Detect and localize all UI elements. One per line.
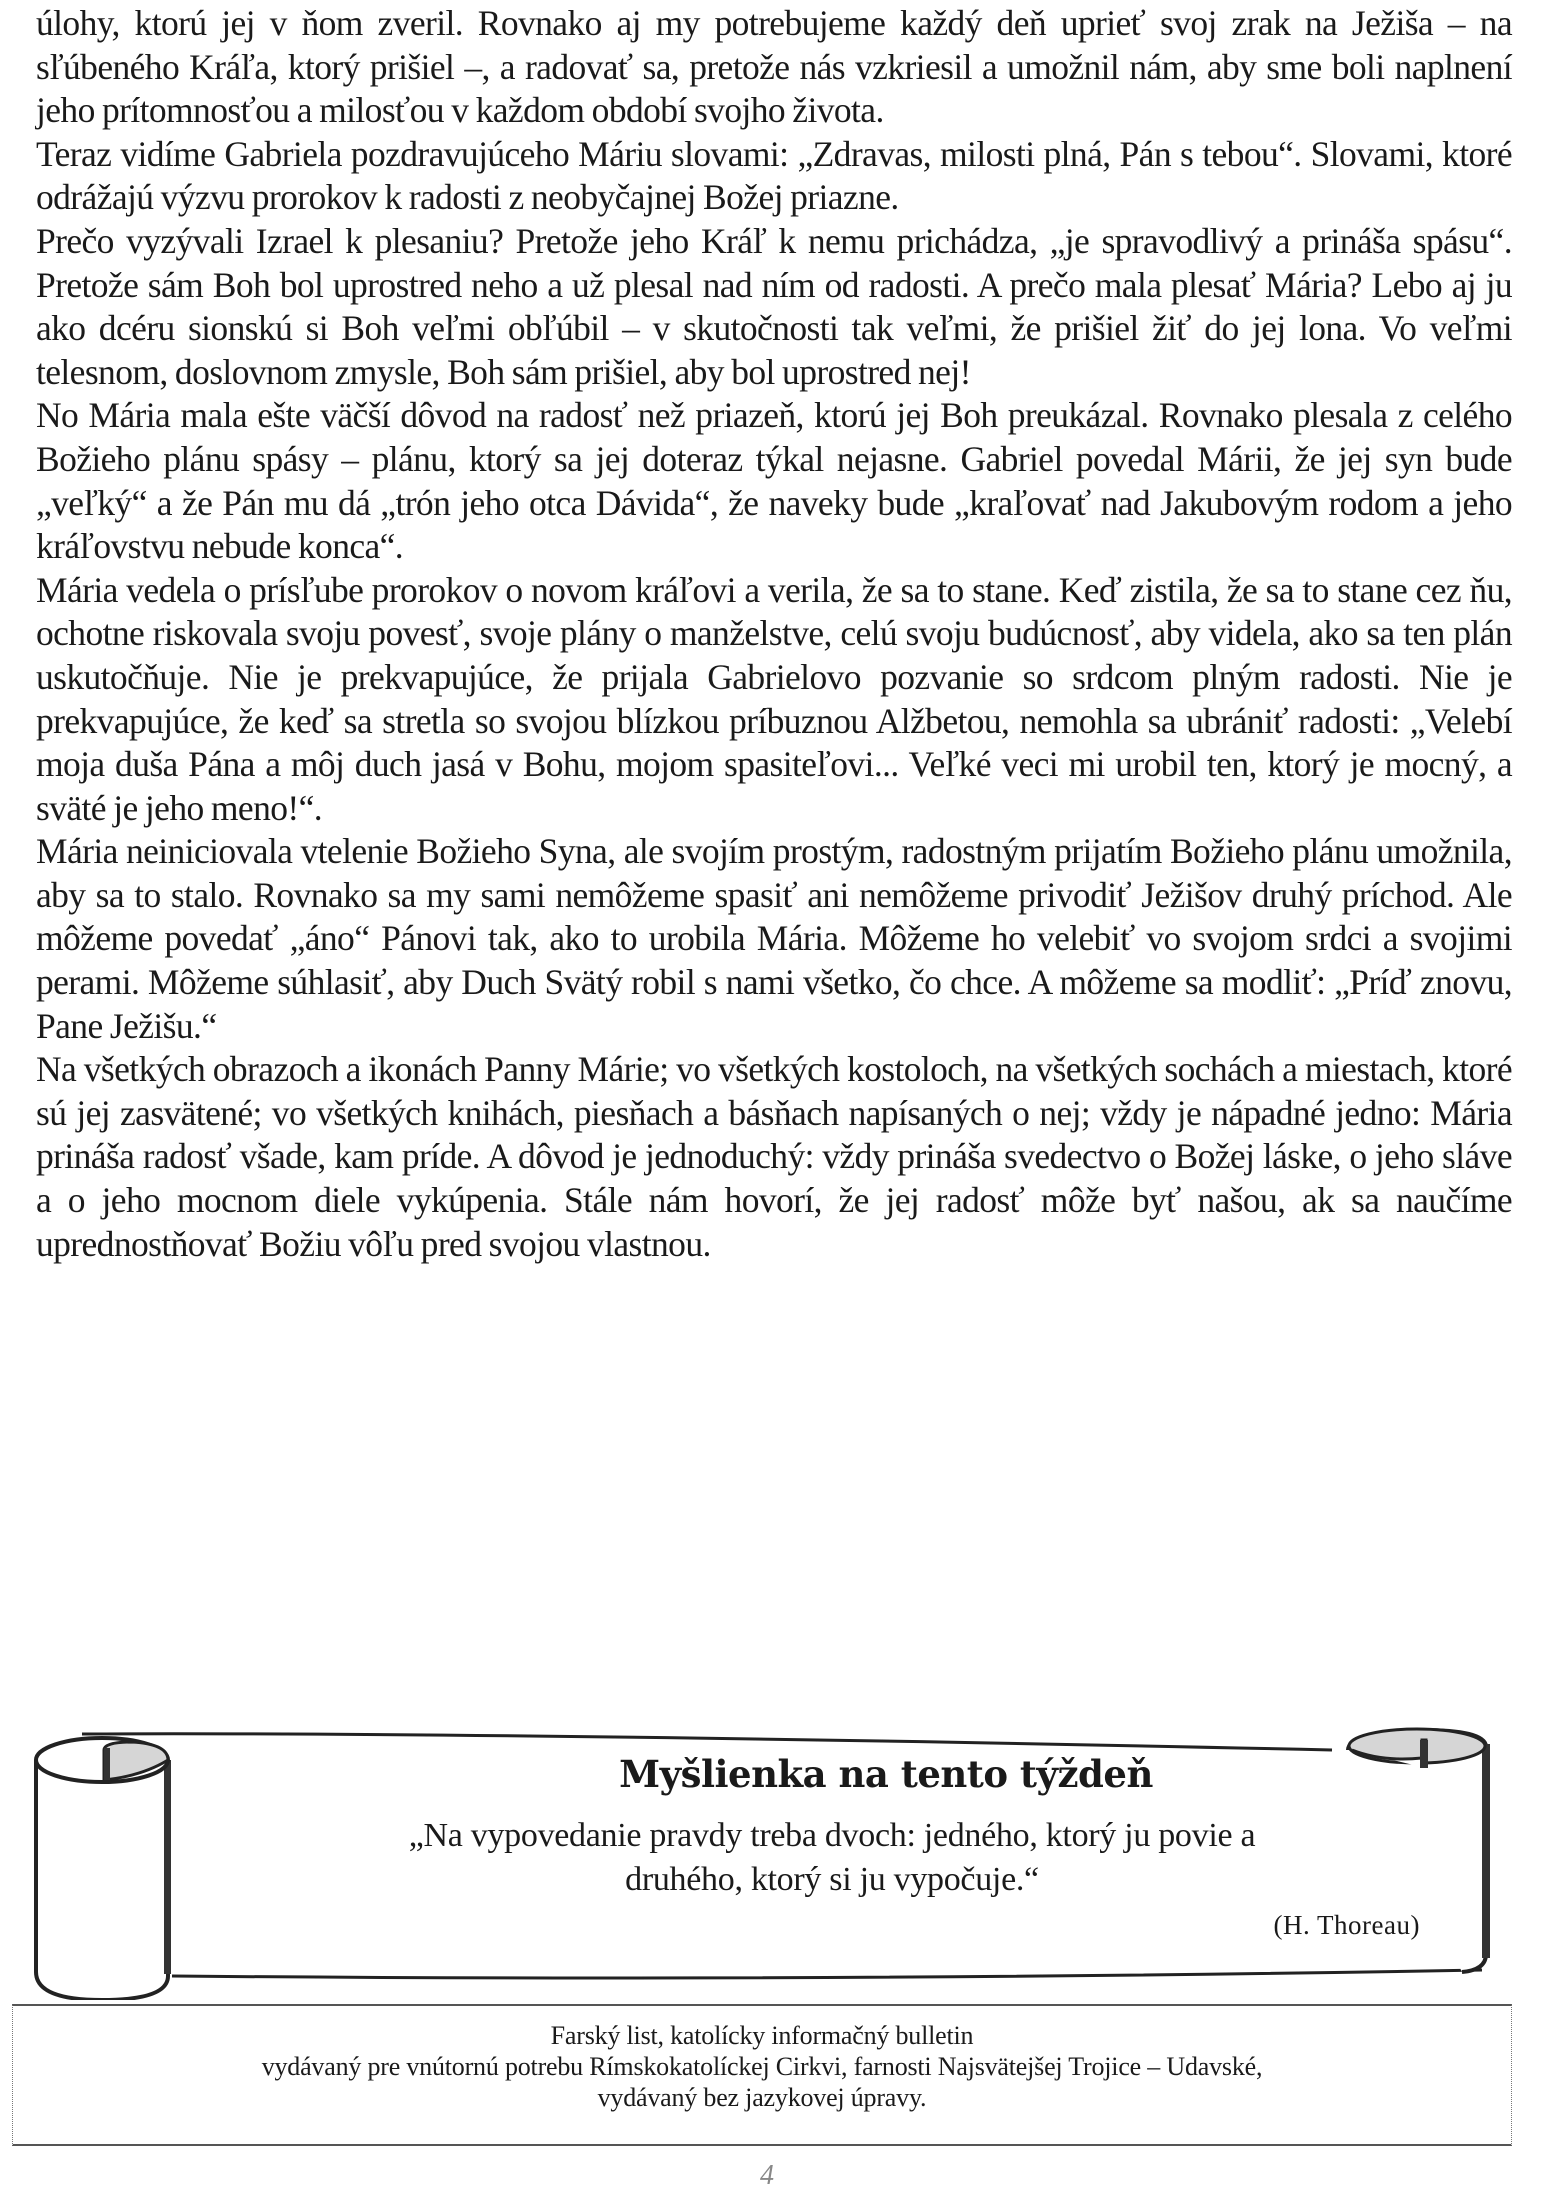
article-paragraph: Mária neiniciovala vtelenie Božieho Syna, ale svojím prostým, radostným prijatím Božieho plánu umožnila, aby sa to stalo. Rovnako sa my sami nemôžeme spasiť ani nemôžeme privodiť Ježišov druhý príchod. Ale môžeme povedať „áno“ Pánovi tak, ako to urobila Mária. Môžeme ho velebiť vo svojom srdci a svojimi perami. Môžeme súhlasiť, aby Duch Svätý robil s nami všetko, čo chce. A môžeme sa modliť: „Príď znovu, Pane Ježišu.“	[36, 831, 1512, 1046]
article-paragraph: Teraz vidíme Gabriela pozdravujúceho Máriu slovami: „Zdravas, milosti plná, Pán s tebou“. Slovami, ktoré odrážajú výzvu prorokov k radosti z neobyčajnej Božej priazne.	[36, 133, 1512, 218]
publication-footer	[12, 2004, 1512, 2146]
footer-line: vydávaný pre vnútornú potrebu Rímskokatolíckej Cirkvi, farnosti Najsvätejšej Trojice – Udavské,	[261, 2052, 1263, 2081]
article-paragraph: No Mária mala ešte väčší dôvod na radosť než priazeň, ktorú jej Boh preukázal. Rovnako plesala z celého Božieho plánu spásy – plánu, ktorý sa jej doteraz týkal nejasne. Gabriel povedal Márii, že jej syn bude „veľký“ a že Pán mu dá „trón jeho otca Dávida“, že naveky bude „kraľovať nad Jakubovým rodom a jeho kráľovstvu nebude konca“.	[36, 395, 1512, 567]
thought-quote-line: „Na vypovedanie pravdy treba dvoch: jedného, ktorý ju povie a	[408, 1817, 1256, 1854]
article-body	[36, 2, 1512, 1266]
thought-quote	[262, 1814, 1402, 1902]
thought-title: Myšlienka na tento týždeň	[619, 1752, 1153, 1796]
thought-quote-line: druhého, ktorý si ju vypočuje.“	[625, 1861, 1039, 1898]
article-paragraph: úlohy, ktorú jej v ňom zveril. Rovnako aj my potrebujeme každý deň uprieť svoj zrak na Ježiša – na sľúbeného Kráľa, ktorý prišiel –, a radovať sa, pretože nás vzkriesil a umožnil nám, aby sme boli naplnení jeho prítomnosťou a milosťou v každom období svojho života.	[36, 3, 1512, 131]
footer-line: vydávaný bez jazykovej úpravy.	[597, 2083, 927, 2112]
thought-of-the-week-box	[22, 1710, 1510, 2000]
footer-line: Farský list, katolícky informačný bulletin	[550, 2021, 974, 2050]
article-paragraph: Prečo vyzývali Izrael k plesaniu? Pretože jeho Kráľ k nemu prichádza, „je spravodlivý a prináša spásu“. Pretože sám Boh bol uprostred neho a už plesal nad ním od radosti. A prečo mala plesať Mária? Lebo aj ju ako dcéru sionskú si Boh veľmi obľúbil – v skutočnosti tak veľmi, že prišiel žiť do jej lona. Vo veľmi telesnom, doslovnom zmysle, Boh sám prišiel, aby bol uprostred nej!	[36, 220, 1512, 392]
article-paragraph: Mária vedela o prísľube prorokov o novom kráľovi a verila, že sa to stane. Keď zistila, že sa to stane cez ňu, ochotne riskovala svoju povesť, svoje plány o manželstve, celú svoju budúcnosť, aby videla, ako sa ten plán uskutočňuje. Nie je prekvapujúce, že prijala Gabrielovo pozvanie so srdcom plným radosti. Nie je prekvapujúce, že keď sa stretla so svojou blízkou príbuznou Alžbetou, nemohla sa ubrániť radosti: „Velebí moja duša Pána a môj duch jasá v Bohu, mojom spasiteľovi... Veľké veci mi urobil ten, ktorý je mocný, a sväté je jeho meno!“.	[36, 569, 1512, 828]
page-number: 4	[760, 2160, 774, 2191]
article-paragraph: Na všetkých obrazoch a ikonách Panny Márie; vo všetkých kostoloch, na všetkých sochách a miestach, ktoré sú jej zasvätené; vo všetkých knihách, piesňach a básňach napísaných o nej; vždy je nápadné jedno: Mária prináša radosť všade, kam príde. A dôvod je jednoduchý: vždy prináša svedectvo o Božej láske, o jeho sláve a o jeho mocnom diele vykúpenia. Stále nám hovorí, že jej radosť môže byť našou, ak sa naučíme uprednostňovať Božiu vôľu pred svojou vlastnou.	[36, 1049, 1512, 1264]
thought-author: (H. Thoreau)	[1273, 1910, 1420, 1940]
